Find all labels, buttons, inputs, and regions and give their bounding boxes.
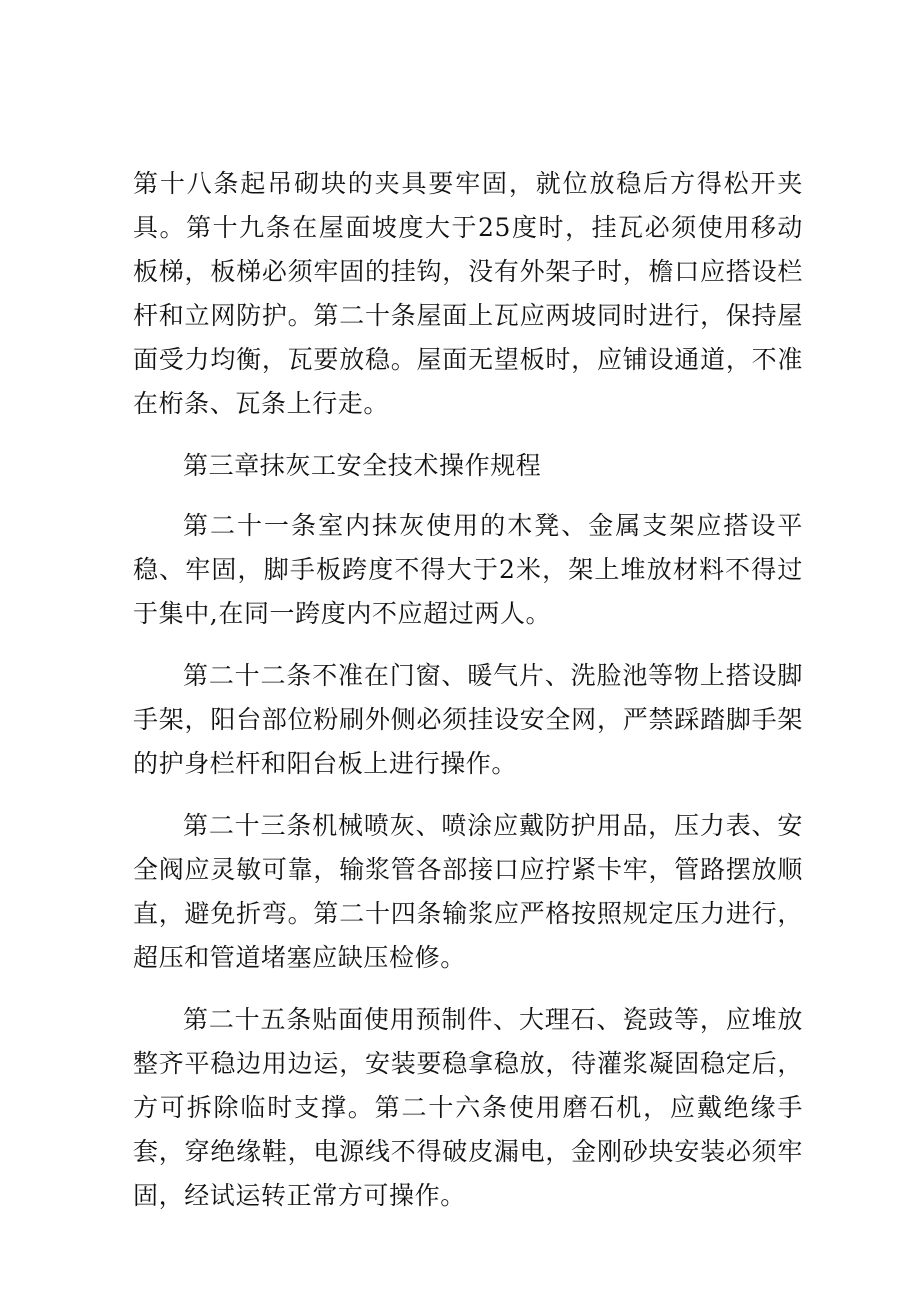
paragraph-article-21: 第二十一条室内抹灰使用的木凳、金属支架应搭设平稳、牢固，脚手板跨度不得大于2米，架上堆放材料不得过于集中,在同一跨度内不应超过两人。 (133, 511, 803, 628)
paragraph-articles-23-24: 第二十三条机械喷灰、喷涂应戴防护用品，压力表、安全阀应灵敏可靠，输浆管各部接口应拧紧卡牢，管路摆放顺直，避免折弯。第二十四条输浆应严格按照规定压力进行，超压和管道堵塞应缺压检修。 (133, 811, 803, 972)
paragraph-articles-25-26: 第二十五条贴面使用预制件、大理石、瓷豉等，应堆放整齐平稳边用边运，安装要稳拿稳放，待灌浆凝固稳定后，方可拆除临时支撑。第二十六条使用磨石机，应戴绝缘手套，穿绝缘鞋，电源线不得破皮漏电，金刚砂块安装必须牢固，经试运转正常方可操作。 (133, 1005, 803, 1210)
chapter-heading: 第三章抹灰工安全技术操作规程 (183, 451, 542, 480)
paragraph-articles-18-20: 第十八条起吊砌块的夹具要牢固，就位放稳后方得松开夹具。第十九条在屋面坡度大于25度时，挂瓦必须使用移动板梯，板梯必须牢固的挂钩，没有外架子时，檐口应搭设栏杆和立网防护。第二十条屋面上瓦应两坡同时进行，保持屋面受力均衡，瓦要放稳。屋面无望板时，应铺设通道，不准在桁条、瓦条上行走。 (133, 169, 803, 418)
document-body (133, 162, 803, 1236)
paragraph-article-22: 第二十二条不准在门窗、暖气片、洗脸池等物上搭设脚手架，阳台部位粉刷外侧必须挂设安全网，严禁踩踏脚手架的护身栏杆和阳台板上进行操作。 (133, 661, 803, 778)
